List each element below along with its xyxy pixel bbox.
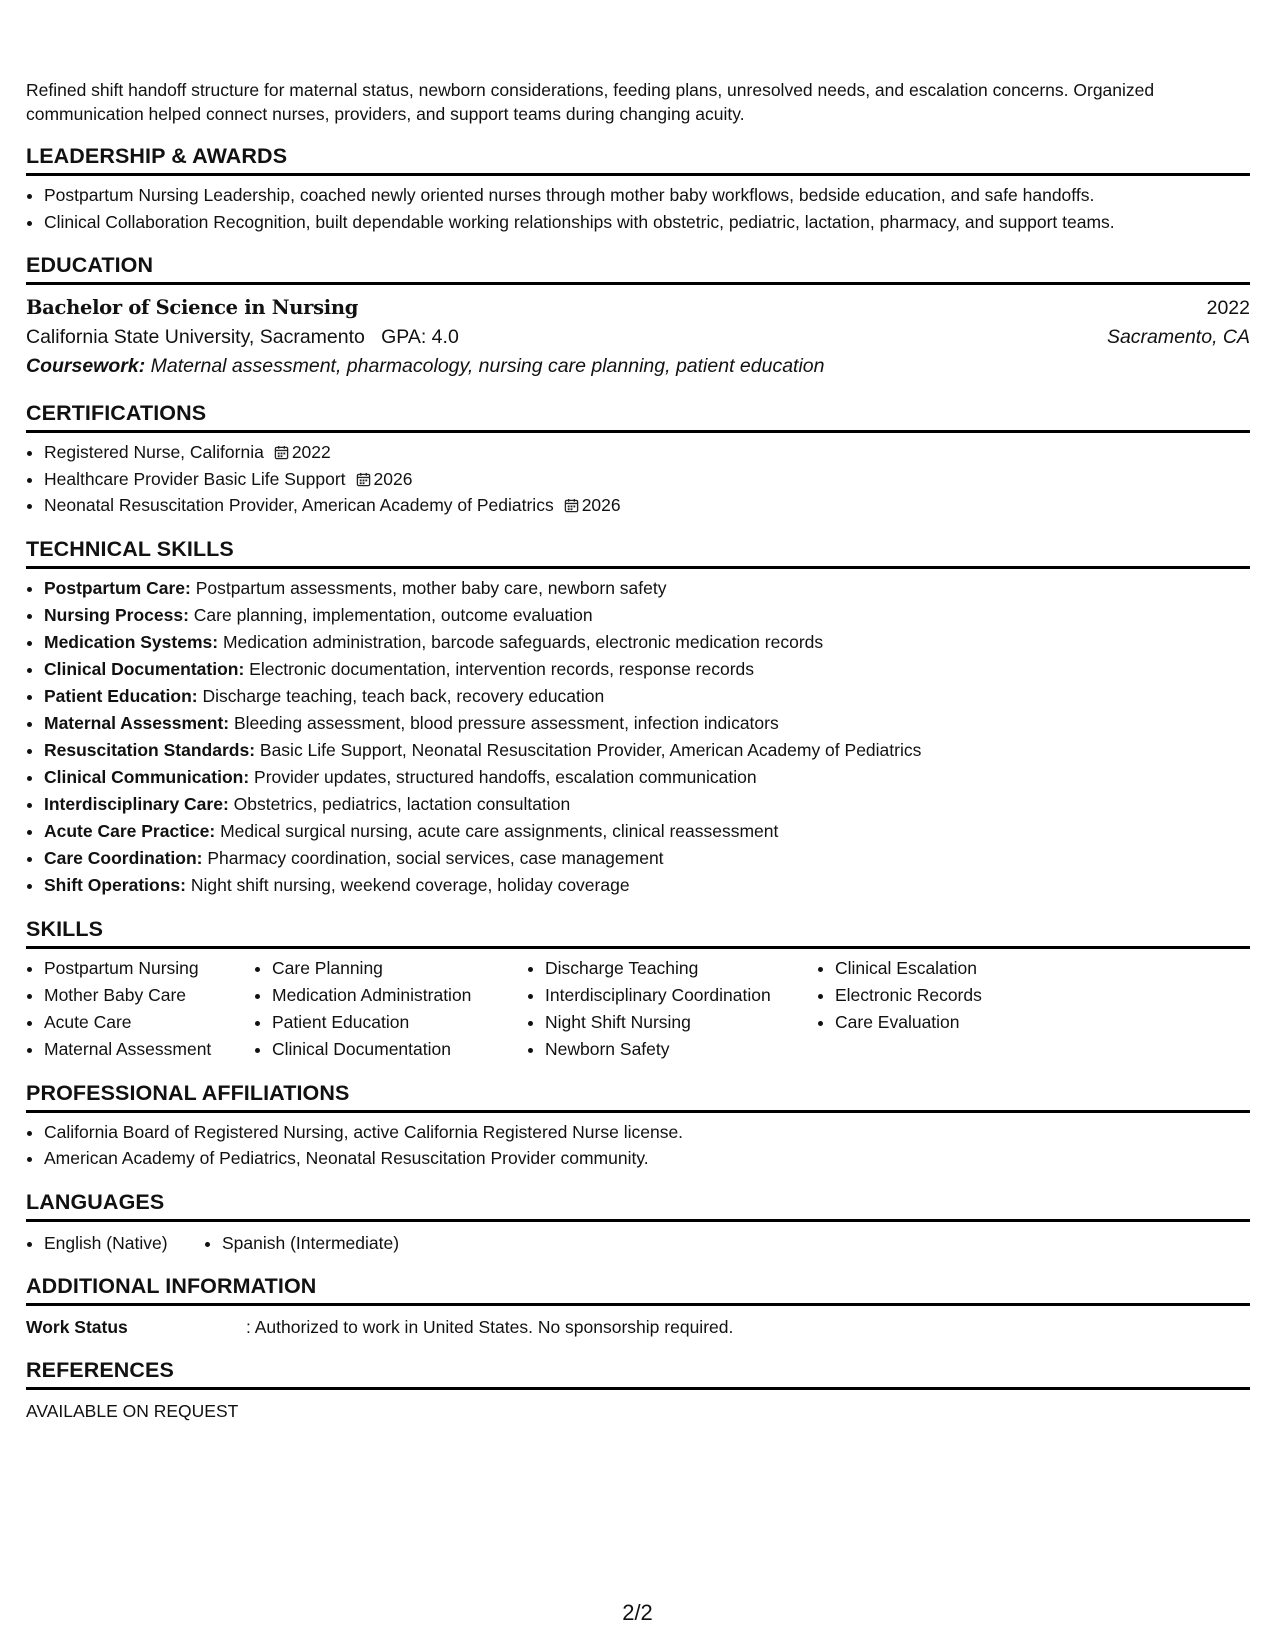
skill-text: Medication administration, barcode safeguards, electronic medication records bbox=[222, 631, 824, 652]
skill-label: Acute Care Practice: bbox=[44, 820, 216, 841]
skills-column bbox=[254, 955, 527, 1063]
skills-section bbox=[26, 915, 1250, 1063]
work-status-row bbox=[26, 1314, 1250, 1340]
affiliations-list bbox=[26, 1119, 1250, 1172]
degree-year: 2022 bbox=[1206, 297, 1250, 319]
affiliations-section bbox=[26, 1079, 1250, 1172]
list-item: • Clinical Collaboration Recognition, built dependable working relationships with obstetric, pediatric, lactation, pharmacy, and support teams. bbox=[44, 209, 1250, 236]
list-item: • Clinical Escalation bbox=[835, 955, 1135, 982]
skill-text: Provider updates, structured handoffs, escalation communication bbox=[254, 766, 757, 787]
list-item bbox=[44, 872, 1250, 899]
additional-info-title: ADDITIONAL INFORMATION bbox=[26, 1272, 1250, 1306]
list-item bbox=[44, 492, 1250, 519]
list-item: • Care Evaluation bbox=[835, 1009, 1135, 1036]
certifications-list bbox=[26, 439, 1250, 519]
language-item: • Spanish (Intermediate) bbox=[222, 1230, 399, 1256]
leadership-section bbox=[26, 142, 1250, 235]
coursework-text: Maternal assessment, pharmacology, nursing care planning, patient education bbox=[150, 355, 825, 377]
skill-text: Pharmacy coordination, social services, case management bbox=[207, 847, 664, 868]
list-item bbox=[44, 737, 1250, 764]
list-item: • Electronic Records bbox=[835, 982, 1135, 1009]
calendar-icon bbox=[356, 472, 371, 487]
education-section bbox=[26, 251, 1250, 381]
skill-label: Patient Education: bbox=[44, 685, 198, 706]
intro-paragraph: Refined shift handoff structure for maternal status, newborn considerations, feeding plans, unresolved needs, and escalation concerns. Organized communication helped connect nurses, providers, and support teams during changing acuity. bbox=[26, 80, 1155, 124]
skill-text: Medical surgical nursing, acute care assignments, clinical reassessment bbox=[220, 820, 779, 841]
skill-text: Obstetrics, pediatrics, lactation consultation bbox=[233, 793, 571, 814]
skill-text: Discharge teaching, teach back, recovery education bbox=[202, 685, 605, 706]
certifications-section bbox=[26, 399, 1250, 519]
list-item: • American Academy of Pediatrics, Neonatal Resuscitation Provider community. bbox=[44, 1145, 1250, 1172]
list-item: • Maternal Assessment bbox=[44, 1036, 254, 1063]
skill-label: Nursing Process: bbox=[44, 604, 189, 625]
affiliations-title: PROFESSIONAL AFFILIATIONS bbox=[26, 1079, 1250, 1113]
list-item: • Night Shift Nursing bbox=[545, 1009, 817, 1036]
list-item: • Acute Care bbox=[44, 1009, 254, 1036]
skill-label: Care Coordination: bbox=[44, 847, 203, 868]
list-item bbox=[44, 656, 1250, 683]
certifications-title: CERTIFICATIONS bbox=[26, 399, 1250, 433]
school-location: Sacramento, CA bbox=[1106, 326, 1250, 348]
skills-columns bbox=[26, 955, 1250, 1063]
skills-column bbox=[527, 955, 817, 1063]
skills-title: SKILLS bbox=[26, 915, 1250, 949]
skill-label: Postpartum Care: bbox=[44, 577, 191, 598]
skill-text: Care planning, implementation, outcome evaluation bbox=[193, 604, 593, 625]
technical-skills-title: TECHNICAL SKILLS bbox=[26, 535, 1250, 569]
page-number: 2/2 bbox=[622, 1600, 653, 1625]
certification-year: 2022 bbox=[291, 442, 331, 462]
degree-name: Bachelor of Science in Nursing bbox=[26, 296, 359, 319]
work-status-value: : Authorized to work in United States. No sponsorship required. bbox=[246, 1316, 734, 1337]
skill-text: Basic Life Support, Neonatal Resuscitation Provider, American Academy of Pediatrics bbox=[259, 739, 922, 760]
leadership-list bbox=[26, 182, 1250, 235]
certification-name: Registered Nurse, California bbox=[44, 442, 264, 462]
languages-list bbox=[26, 1230, 1250, 1256]
skill-text: Electronic documentation, intervention records, response records bbox=[249, 658, 755, 679]
list-item: • Discharge Teaching bbox=[545, 955, 817, 982]
calendar-icon bbox=[564, 498, 579, 513]
technical-skills-section bbox=[26, 535, 1250, 899]
list-item bbox=[44, 439, 1250, 466]
list-item bbox=[44, 575, 1250, 602]
technical-skills-list bbox=[26, 575, 1250, 899]
list-item: • Interdisciplinary Coordination bbox=[545, 982, 817, 1009]
skill-label: Maternal Assessment: bbox=[44, 712, 230, 733]
languages-section bbox=[26, 1188, 1250, 1256]
list-item: • Patient Education bbox=[272, 1009, 527, 1036]
certification-name: Healthcare Provider Basic Life Support bbox=[44, 468, 346, 489]
list-item: • Newborn Safety bbox=[545, 1036, 817, 1063]
school-name: California State University, Sacramento GPA: 4.0 bbox=[26, 326, 459, 348]
certification-name: Neonatal Resuscitation Provider, American Academy of Pediatrics bbox=[44, 495, 554, 515]
list-item: • Medication Administration bbox=[272, 982, 527, 1009]
coursework-label: Coursework: bbox=[26, 355, 146, 377]
certification-year: 2026 bbox=[581, 495, 621, 515]
list-item bbox=[44, 818, 1250, 845]
list-item bbox=[44, 602, 1250, 629]
skill-label: Interdisciplinary Care: bbox=[44, 793, 229, 814]
list-item bbox=[44, 710, 1250, 737]
list-item: • Mother Baby Care bbox=[44, 982, 254, 1009]
additional-info-section bbox=[26, 1272, 1250, 1340]
skill-label: Clinical Communication: bbox=[44, 766, 250, 787]
skills-column bbox=[26, 955, 254, 1063]
references-text: AVAILABLE ON REQUEST bbox=[26, 1400, 239, 1421]
list-item bbox=[44, 791, 1250, 818]
list-item: • Care Planning bbox=[272, 955, 527, 982]
skill-text: Night shift nursing, weekend coverage, holiday coverage bbox=[190, 874, 630, 895]
languages-title: LANGUAGES bbox=[26, 1188, 1250, 1222]
skill-label: Shift Operations: bbox=[44, 874, 186, 895]
list-item: • California Board of Registered Nursing, active California Registered Nurse license. bbox=[44, 1119, 1250, 1146]
education-title: EDUCATION bbox=[26, 251, 1250, 285]
list-item: • Postpartum Nursing Leadership, coached newly oriented nurses through mother baby workflows, bedside education, and safe handoffs. bbox=[44, 182, 1250, 209]
work-status-label: Work Status bbox=[26, 1316, 128, 1337]
list-item bbox=[44, 764, 1250, 791]
skills-column bbox=[817, 955, 1135, 1063]
skill-label: Resuscitation Standards: bbox=[44, 739, 256, 760]
list-item bbox=[44, 845, 1250, 872]
certification-year: 2026 bbox=[373, 468, 413, 489]
list-item: • Postpartum Nursing bbox=[44, 955, 254, 982]
skill-label: Clinical Documentation: bbox=[44, 658, 245, 679]
coursework bbox=[26, 352, 1250, 381]
list-item: • Clinical Documentation bbox=[272, 1036, 527, 1063]
list-item bbox=[44, 629, 1250, 656]
skill-text: Bleeding assessment, blood pressure assessment, infection indicators bbox=[234, 712, 779, 733]
list-item bbox=[44, 466, 1250, 493]
list-item bbox=[44, 683, 1250, 710]
references-title: REFERENCES bbox=[26, 1356, 1250, 1390]
leadership-title: LEADERSHIP & AWARDS bbox=[26, 142, 1250, 176]
skill-text: Postpartum assessments, mother baby care, newborn safety bbox=[195, 577, 667, 598]
references-section bbox=[26, 1356, 1250, 1424]
language-item: • English (Native) bbox=[44, 1230, 204, 1256]
resume-page bbox=[26, 78, 1250, 1424]
calendar-icon bbox=[274, 445, 289, 460]
skill-label: Medication Systems: bbox=[44, 631, 219, 652]
